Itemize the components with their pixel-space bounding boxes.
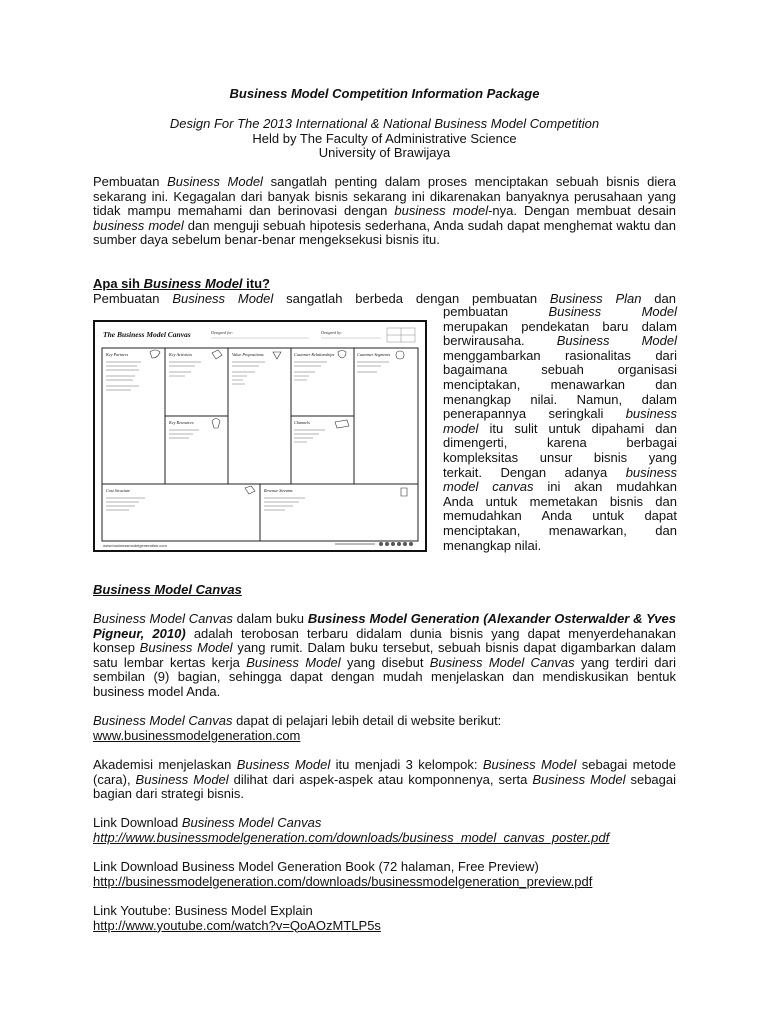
- wrapped-line: [443, 334, 677, 349]
- wrapped-line: [443, 524, 677, 539]
- wrapped-line: [443, 480, 677, 495]
- text-run: Business Model Canvas: [429, 654, 575, 670]
- canvas-download-label-text: Link Download: [93, 815, 182, 830]
- text-run: Business Model: [532, 771, 626, 787]
- text-run: kompleksitas unsur bisnis yang: [443, 449, 677, 465]
- book-preview-link[interactable]: http://businessmodelgeneration.com/downloads/businessmodelgeneration_preview.pdf: [93, 873, 593, 889]
- text-run: dan menguji sebuah hipotesis sederhana, Anda sudah dapat menghemat waktu dan sumber daya sebelum benar-benar mengeksekusi bisnis itu.: [93, 217, 676, 248]
- text-run: itu sulit untuk dipahami dan: [478, 420, 677, 436]
- wrapped-line: [443, 320, 677, 335]
- subtitle-university: University of Brawijaya: [318, 145, 451, 161]
- text-run: Pembuatan: [93, 174, 168, 189]
- text-run: ini akan mudahkan: [533, 479, 677, 495]
- text-run: dimengerti, karena berbagai: [443, 435, 677, 451]
- text-run: Business Model: [139, 640, 233, 656]
- subtitle-competition: Design For The 2013 International & National Business Model Competition: [169, 116, 600, 131]
- text-run: Business Model: [556, 333, 677, 349]
- text-run: sangatlah berbeda dengan pembuatan: [273, 290, 550, 306]
- canvas-block-customer-segments: Customer Segments: [357, 352, 391, 357]
- text-run: dilihat dari aspek-aspek atau komponnenya, serta: [228, 771, 533, 787]
- website-link[interactable]: www.businessmodelgeneration.com: [93, 727, 301, 743]
- text-run: pembuatan: [443, 304, 549, 319]
- text-run: -nya. Dengan membuat desain: [488, 203, 677, 219]
- intro-paragraph: [93, 175, 676, 248]
- text-run: menciptakan, menawarkan dan: [443, 376, 677, 392]
- youtube-link[interactable]: http://www.youtube.com/watch?v=QoAOzMTLP5s: [93, 917, 381, 933]
- text-run: Business Model: [167, 174, 263, 189]
- text-run: memudahkan Anda untuk dapat: [443, 508, 677, 524]
- website-label-italic: Business Model Canvas: [93, 713, 233, 728]
- text-run: Business Model: [548, 304, 677, 319]
- canvas-designed-for: Designed for:: [211, 330, 234, 335]
- canvas-block-value-propositions: Value Propositions: [232, 352, 264, 357]
- text-run: penerapannya seringkali: [443, 406, 626, 422]
- canvas-poster-link[interactable]: http://www.businessmodelgeneration.com/downloads/business_model_canvas_poster.pdf: [93, 829, 610, 845]
- website-link-row: [93, 729, 676, 744]
- wrapped-line: [443, 422, 677, 437]
- text-run: sebagai bagian dari strategi bisnis.: [93, 771, 676, 802]
- canvas-block-key-partners: Key Partners: [106, 352, 129, 357]
- wrapped-line: [443, 451, 677, 466]
- book-download-row: [93, 875, 676, 890]
- text-run: Business Plan: [549, 290, 642, 306]
- text-run: business: [625, 406, 677, 422]
- wrapped-line: [443, 495, 677, 510]
- wrapped-line: [443, 539, 677, 554]
- wrapped-line: [443, 378, 677, 393]
- wrapped-line: [443, 509, 677, 524]
- wrapped-line: [443, 349, 677, 364]
- text-run: Business Model Generation (Alexander Osterwalder & Yves Pigneur, 2010): [93, 611, 676, 641]
- wrapped-line: [443, 466, 677, 481]
- heading-part: Apa sih: [93, 276, 144, 291]
- text-run: sangatlah penting dalam proses menciptakan sebuah bisnis diera sekarang ini. Kegagalan dari banyak bisnis sekarang ini dikarenakan banyaknya perusahaan yang tidak mampu memahami dan berinovasi dengan: [93, 174, 676, 219]
- text-run: Pembuatan: [93, 290, 173, 306]
- wrapped-line: [443, 407, 677, 422]
- text-run: dan: [641, 290, 676, 306]
- canvas-download-row: [93, 831, 676, 846]
- text-run: terkait. Dengan adanya: [443, 464, 626, 480]
- text-run: merupakan pendekatan baru dalam: [443, 318, 677, 334]
- canvas-block-key-resources: Key Resources: [169, 420, 194, 425]
- text-run: Business Model: [135, 771, 229, 787]
- wrapped-line: [443, 305, 677, 320]
- section-heading-business-model-canvas: Business Model Canvas: [93, 582, 242, 597]
- wrapped-line: [443, 436, 677, 451]
- canvas-footer-url: www.businessmodelgeneration.com: [103, 543, 167, 548]
- website-label: [93, 714, 676, 729]
- youtube-label: Link Youtube: Business Model Explain: [93, 903, 313, 918]
- text-run: dalam buku: [232, 611, 308, 626]
- canvas-block-cost-structure: Cost Structure: [106, 488, 131, 493]
- text-run: model canvas: [443, 479, 534, 495]
- text-run: menangkap nilai.: [443, 537, 542, 553]
- text-run: model: [443, 420, 479, 436]
- text-run: berwirausaha.: [443, 333, 557, 349]
- canvas-title: The Business Model Canvas: [103, 330, 191, 339]
- text-run: bagaimana sebuah organisasi: [443, 362, 677, 378]
- text-run: yang terdiri dari sembilan (9) bagian, sehingga dapat dengan mudah menjelaskan dan mendiskusikan bentuk business model Anda.: [93, 654, 676, 699]
- canvas-block-customer-relationships: Customer Relationships: [294, 352, 335, 357]
- text-run: Business Model: [172, 290, 274, 306]
- text-run: Business Model: [482, 757, 577, 772]
- text-run: yang rumit. Dalam buku tersebut, sebuah bisnis dapat digambarkan dalam satu lembar kertas kerja: [93, 640, 676, 670]
- text-run: Business Model: [236, 757, 331, 772]
- text-run: menciptakan, menawarkan, dan: [443, 522, 677, 538]
- text-run: business model: [394, 203, 489, 219]
- section-heading-what-is-business-model: [93, 277, 676, 292]
- document-title: Business Model Competition Information Package: [229, 86, 540, 101]
- youtube-row: [93, 919, 676, 934]
- text-run: business: [625, 464, 677, 480]
- canvas-download-label-italic: Business Model Canvas: [181, 815, 322, 830]
- text-run: Business Model: [246, 654, 341, 670]
- akademisi-paragraph: [93, 758, 676, 802]
- section1-wrapped-text: [443, 305, 677, 553]
- canvas-block-channels: Channels: [294, 420, 310, 425]
- canvas-designed-by: Designed by:: [321, 330, 343, 335]
- canvas-download-label: [93, 816, 676, 831]
- subtitle-organizer: Held by The Faculty of Administrative Science: [252, 130, 517, 146]
- text-run: itu menjadi 3 kelompok:: [330, 757, 483, 772]
- text-run: yang disebut: [340, 654, 430, 670]
- heading-part: itu?: [242, 276, 270, 291]
- book-download-label: Link Download Business Model Generation Book (72 halaman, Free Preview): [93, 859, 539, 874]
- text-run: sebagai metode (cara),: [93, 757, 676, 787]
- wrapped-line: [443, 393, 677, 408]
- text-run: business model: [93, 217, 184, 233]
- canvas-block-key-activities: Key Activities: [169, 352, 193, 357]
- text-run: Akademisi menjelaskan: [93, 757, 237, 772]
- text-run: Anda untuk memetakan bisnis dan: [443, 493, 677, 509]
- heading-part-italic: Business Model: [143, 276, 243, 291]
- text-run: menangkap nilai. Namun, dalam: [443, 391, 677, 407]
- text-run: Business Model Canvas: [93, 611, 233, 626]
- canvas-block-revenue-streams: Revenue Streams: [264, 488, 293, 493]
- business-model-canvas-image: [93, 320, 427, 552]
- website-label-text: dapat di pelajari lebih detail di website berikut:: [232, 713, 502, 728]
- canvas-description-paragraph: [93, 612, 676, 700]
- text-run: adalah terobosan terbaru didalam dunia bisnis yang dapat menyerdehanakan konsep: [93, 625, 676, 656]
- wrapped-line: [443, 363, 677, 378]
- text-run: menggambarkan rasionalitas dari: [443, 347, 677, 363]
